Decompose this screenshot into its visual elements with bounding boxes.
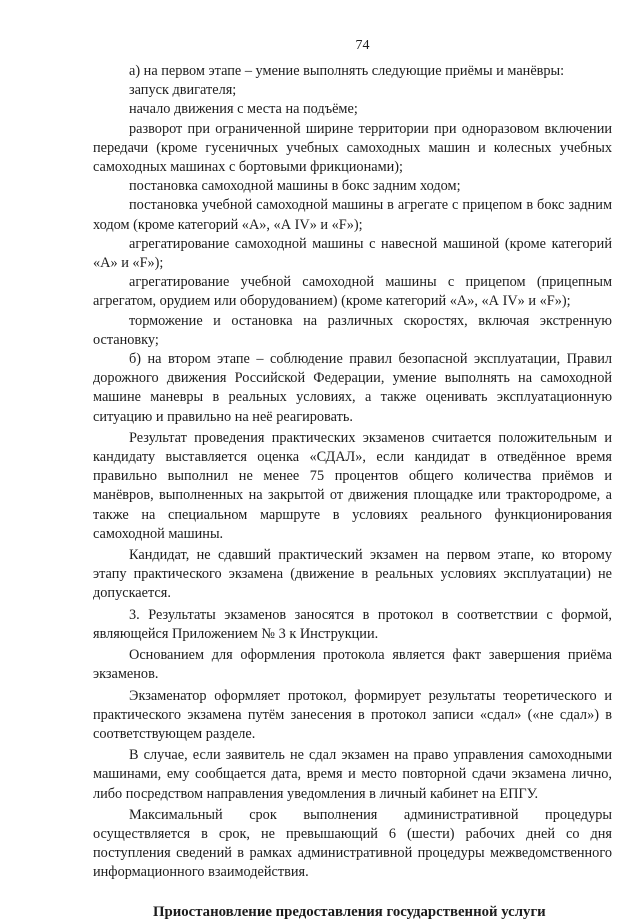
list-item-trailer-coupling: агрегатирование учебной самоходной машины с прицепом (прицепным агрегатом, орудием или оборудованием) (кроме категорий «А», «А IV» и «F»); <box>93 274 612 310</box>
list-item-uphill-start: начало движения с места на подъёме; <box>129 101 358 118</box>
paragraph-not-admitted: Кандидат, не сдавший практический экзамен на первом этапе, ко второму этапу практического экзамена (движение в реальных условиях эксплуатации) не допускается. <box>93 547 612 602</box>
list-item-braking: торможение и остановка на различных скоростях, включая экстренную остановку; <box>93 312 612 348</box>
paragraph-protocol-basis: Основанием для оформления протокола является факт завершения приёма экзаменов. <box>93 647 612 683</box>
paragraph-stage-two: б) на втором этапе – соблюдение правил безопасной эксплуатации, Правил дорожного движения Российской Федерации, умение выполнять на самоходной машине маневры в реальных условиях, а также оценивать эксплуатационную ситуацию и правильно на неё реагировать. <box>93 351 612 425</box>
list-item-trailer-parking: постановка учебной самоходной машины в агрегате с прицепом в бокс задним ходом (кроме категорий «А», «А IV» и «F»); <box>93 197 612 233</box>
paragraph-protocol: 3. Результаты экзаменов заносятся в протокол в соответствии с формой, являющейся Приложением № 3 к Инструкции. <box>93 606 612 642</box>
paragraph-examiner: Экзаменатор оформляет протокол, формирует результаты теоретического и практического экзамена путём занесения в протокол записи «сдал» («не сдал») в соответствующем разделе. <box>93 687 612 742</box>
list-item-mounted-implement: агрегатирование самоходной машины с навесной машиной (кроме категорий «А» и «F»); <box>93 235 612 272</box>
list-item-u-turn: разворот при ограниченной ширине территории при одноразовом включении передачи (кроме гусеничных учебных самоходных машин и колесных учебных самоходных машинах с бортовыми фрикционами); <box>93 120 612 176</box>
section-heading: Приостановление предоставления государственной услуги <box>153 903 546 920</box>
list-item-reverse-parking: постановка самоходной машины в бокс задним ходом; <box>129 178 461 195</box>
page-number: 74 <box>355 38 370 53</box>
paragraph-stage-one: а) на первом этапе – умение выполнять следующие приёмы и манёвры: <box>129 63 565 79</box>
paragraph-result: Результат проведения практических экзаменов считается положительным и кандидату выставляется оценка «СДАЛ», если кандидат в отведённое время правильно выполнил не менее 75 процентов общего количества приёмов и манёвров, выполненных на закрытой от движения площадке или трактородроме, а также на специальном маршруте в условиях реального функционирования самоходной машины. <box>93 429 612 542</box>
paragraph-max-term: Максимальный срок выполнения административной процедуры осуществляется в срок, не превышающий 6 (шести) рабочих дней со дня поступления сведений в рамках административной процедуры межведомственного информационного взаимодействия. <box>93 806 612 881</box>
paragraph-retake: В случае, если заявитель не сдал экзамен на право управления самоходными машинами, ему сообщается дата, время и место повторной сдачи экзамена лично, либо посредством направления уведомления в личный кабинет на ЕПГУ. <box>93 747 612 802</box>
list-item-engine-start: запуск двигателя; <box>129 82 237 99</box>
